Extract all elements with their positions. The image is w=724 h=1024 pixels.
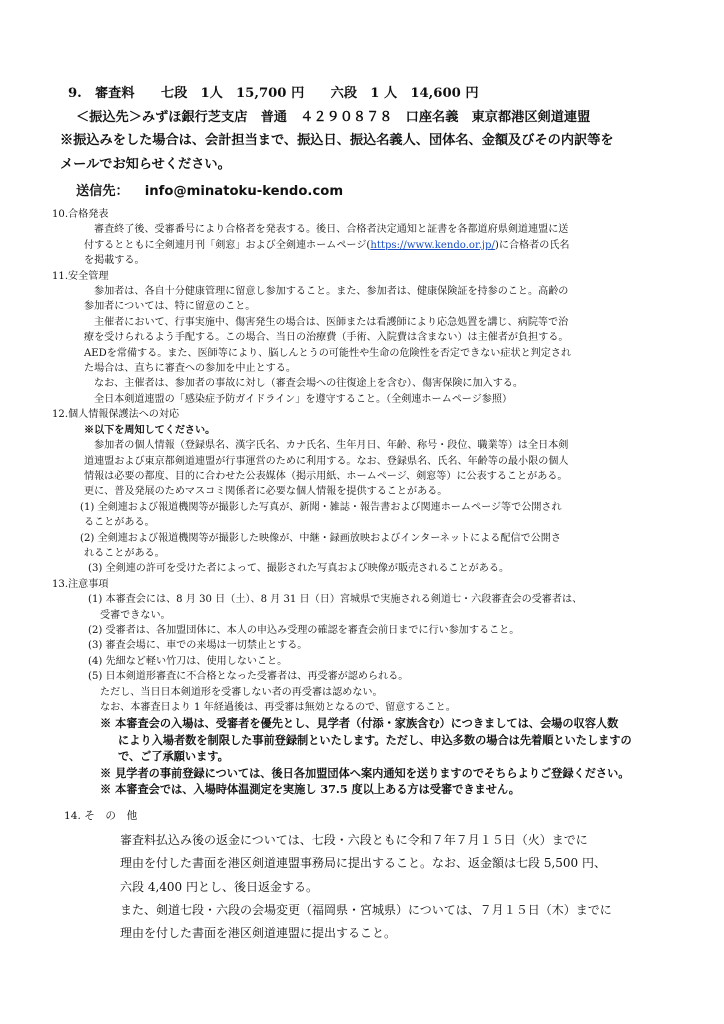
s11-line: 全日本剣道連盟の「感染症予防ガイドライン」を遵守すること。（全剣連ホームページ参照）	[94, 393, 513, 405]
s14-line: また、剣道七段・六段の会場変更（福岡県・宮城県）については、７月１５日（木）までに	[120, 902, 612, 917]
s13-item: (4) 先細など軽い竹刀は、使用しないこと。	[88, 655, 288, 667]
s12-item-cont: ることがある。	[84, 517, 155, 529]
s13-note-1: ※ 本審査会の入場は、受審者を優先とし、見学者（付添・家族含む）につきましては、会場の収容人数	[100, 716, 619, 731]
section-14-heading: 14. そ の 他	[64, 810, 138, 822]
s14-line: 六段 4,400 円とし、後日返金する。	[120, 879, 318, 894]
s14-line: 理由を付した書面を港区剣道連盟事務局に提出すること。なお、返金額は七段 5,500 円、	[120, 856, 606, 871]
s11-line: た場合は、直ちに審査への参加を中止とする。	[84, 363, 296, 375]
s13-item: (5) 日本剣道形審査に不合格となった受審者は、再受審が認められる。	[88, 671, 409, 683]
s11-line: 参加者については、特に留意のこと。	[84, 301, 256, 313]
s12-item: (1) 全剣連および報道機関等が撮影した写真が、新聞・雑誌・報告書および関連ホームページ等で公開され	[80, 501, 562, 513]
s10-line: 審査終了後、受審番号により合格者を発表する。後日、合格者決定通知と証書を各都道府県剣道連盟に送	[94, 224, 569, 236]
fee-line: 9. 審査料 七段 1人 15,700 円 六段 1 人 14,600 円	[68, 86, 479, 101]
s12-line: 情報は必要の都度、目的に合わせた公表媒体（掲示用紙、ホームページ、剣窓等）に公表することがある。	[84, 470, 568, 482]
s10-line: 付するとともに全剣連月刊「剣窓」および全剣連ホームページ(https://www.kendo.or.jp/)に合格者の氏名	[84, 239, 570, 251]
s12-line: 更に、普及発展のためマスコミ関係者に必要な個人情報を提供することがある。	[84, 486, 448, 498]
send-to-label: 送信先：	[76, 184, 129, 199]
s12-line: 道連盟および東京都剣道連盟が行事運営のために利用する。なお、登録県名、氏名、年齢等の最小限の個人	[84, 455, 569, 467]
section-10-heading: 10.合格発表	[52, 209, 109, 220]
s10-line: を掲載する。	[84, 255, 145, 267]
s11-line: AEDを常備する。また、医師等により、脳しんとうの可能性や生命の危険性を否定できない症状と判定され	[84, 347, 572, 359]
s12-item-cont: れることがある。	[84, 547, 165, 559]
s13-item: (3) 審査会場に、車での来場は一切禁止とする。	[88, 640, 308, 652]
s11-line: なお、主催者は、参加者の事故に対し（審査会場への往復途上を含む）、傷害保険に加入する。	[94, 378, 523, 390]
section-11-heading: 11.安全管理	[52, 270, 109, 282]
contact-email[interactable]: info@minatoku-kendo.com	[144, 184, 344, 199]
bank-transfer-line: ＜振込先＞みずほ銀行芝支店 普通 ４２９０８７８ 口座名義 東京都港区剣道連盟	[76, 109, 591, 125]
send-to-line	[60, 180, 700, 204]
s13-item-cont: なお、本審査日より 1 年経過後は、再受審は無効となるので、留意すること。	[100, 702, 456, 713]
fee-section	[60, 82, 700, 204]
s13-note-2: ※ 見学者の事前登録については、後日各加盟団体へ案内通知を送りますのでそちらよりご登録ください。	[100, 765, 630, 780]
s14-line: 審査料払込み後の返金については、七段・六段ともに令和７年７月１５日（火）までに	[120, 833, 588, 847]
s13-item: (2) 受審者は、各加盟団体に、本人の申込み受理の確認を審査会前日までに行い参加すること。	[88, 624, 520, 636]
s13-note-1-cont: により入場者数を制限した事前登録制といたします。ただし、申込多数の場合は先着順といたしますの	[118, 732, 632, 747]
section-13-heading: 13.注意事項	[52, 578, 109, 590]
transfer-notice-line-2: メールでお知らせください。	[60, 156, 231, 172]
s13-item-cont: 受審できない。	[100, 609, 171, 621]
section-12-heading: 12.個人情報保護法への対応	[52, 409, 180, 421]
kendo-homepage-link[interactable]: https://www.kendo.or.jp/	[370, 239, 495, 251]
s11-line: 療を受けられるよう手配する。この場合、当日の治療費（手術、入院費は含まない）は主催者が負担する。	[84, 332, 569, 344]
s14-line: 理由を付した書面を港区剣道連盟に提出すること。	[120, 926, 397, 941]
section-14-body	[120, 829, 700, 945]
s13-note-3: ※ 本審査会では、入場時体温測定を実施し 37.5 度以上ある方は受審できません。	[100, 782, 520, 797]
s13-item-cont: ただし、当日日本剣道形を受審しない者の再受審は認めない。	[100, 686, 383, 698]
s13-note-1-cont: で、ご了承願います。	[118, 749, 229, 764]
transfer-notice-line: ※振込みをした場合は、会計担当まで、振込日、振込名義人、団体名、金額及びその内訳等を	[60, 133, 614, 148]
s11-line: 参加者は、各自十分健康管理に留意し参加すること。また、参加者は、健康保険証を持参のこと。高齢の	[94, 286, 569, 298]
s12-line: 参加者の個人情報（登録県名、漢字氏名、カナ氏名、生年月日、年齢、称号・段位、職業等）は全日本剣	[94, 440, 569, 452]
document-body	[52, 207, 704, 798]
s13-item: (1) 本審査会には、8 月 30 日（土）、8 月 31 日（日）宮城県で実施される剣道七・六段審査会の受審者は、	[88, 594, 583, 606]
s11-line: 主催者において、行事実施中、傷害発生の場合は、医師または看護師により応急処置を講じ、病院等で治	[94, 316, 569, 328]
s12-notice: ※以下を周知してください。	[84, 424, 216, 436]
s12-item: (3) 全剣連の許可を受けた者によって、撮影された写真および映像が販売されることがある。	[88, 563, 510, 575]
s12-item: (2) 全剣連および報道機関等が撮影した映像が、中継・録画放映およびインターネットによる配信で公開さ	[80, 532, 561, 544]
